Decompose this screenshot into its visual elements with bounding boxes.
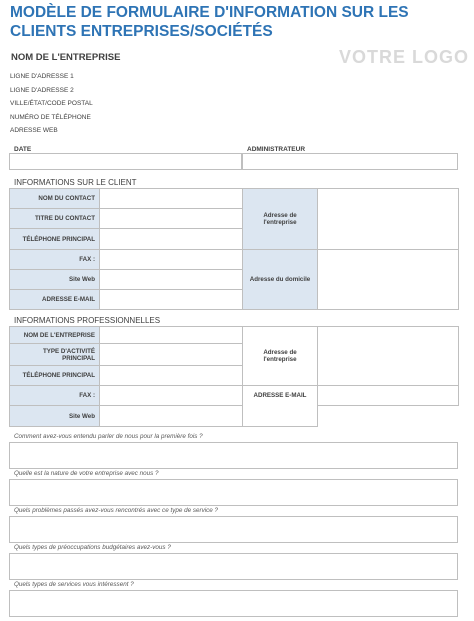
activity-type-label: TYPE D'ACTIVITÉ PRINCIPAL — [10, 344, 100, 366]
pro-main-phone-field[interactable] — [100, 366, 243, 386]
home-address-field[interactable] — [318, 250, 459, 310]
pro-email-field[interactable] — [318, 386, 459, 406]
company-name-label: NOM DE L'ENTREPRISE — [10, 327, 100, 344]
business-address-field[interactable] — [318, 189, 459, 250]
pro-business-address-label: Adresse de l'entreprise — [243, 327, 318, 386]
phone-number: NUMÉRO DE TÉLÉPHONE — [10, 113, 91, 121]
question-business-nature: Quelle est la nature de votre entreprise avec nous ? — [14, 470, 159, 477]
main-phone-label: TÉLÉPHONE PRINCIPAL — [10, 229, 100, 250]
answer-services-interest[interactable] — [9, 590, 458, 617]
pro-main-phone-label: TÉLÉPHONE PRINCIPAL — [10, 366, 100, 386]
address-block — [10, 70, 93, 138]
fax-field[interactable] — [100, 250, 243, 270]
admin-field[interactable] — [242, 153, 458, 170]
pro-fax-label: FAX : — [10, 386, 100, 406]
pro-info-table — [9, 326, 459, 427]
pro-website-field[interactable] — [100, 406, 243, 427]
pro-business-address-field[interactable] — [318, 327, 459, 386]
contact-title-field[interactable] — [100, 209, 243, 229]
empty-cell — [318, 406, 459, 427]
pro-fax-field[interactable] — [100, 386, 243, 406]
contact-name-label: NOM DU CONTACT — [10, 189, 100, 209]
answer-past-problems[interactable] — [9, 516, 458, 543]
client-info-table — [9, 188, 459, 310]
pro-website-label: Site Web — [10, 406, 100, 427]
activity-type-field[interactable] — [100, 344, 243, 366]
question-heard-about-us: Comment avez-vous entendu parler de nous pour la première fois ? — [14, 433, 203, 440]
question-past-problems: Quels problèmes passés avez-vous rencontrés avec ce type de service ? — [14, 507, 219, 514]
company-name-field[interactable] — [100, 327, 243, 344]
address-line-1: LIGNE D'ADRESSE 1 — [10, 73, 74, 80]
contact-name-field[interactable] — [100, 189, 243, 209]
answer-business-nature[interactable] — [9, 479, 458, 506]
pro-info-title: INFORMATIONS PROFESSIONNELLES — [14, 316, 161, 325]
address-line-2: LIGNE D'ADRESSE 2 — [10, 86, 74, 94]
question-services-interest: Quels types de services vous intéressent ? — [14, 581, 134, 588]
date-field[interactable] — [9, 153, 242, 170]
logo-placeholder: VOTRE LOGO — [339, 47, 470, 67]
client-info-title: INFORMATIONS SUR LE CLIENT — [14, 178, 137, 187]
fax-label: FAX : — [10, 250, 100, 270]
admin-label: ADMINISTRATEUR — [247, 146, 306, 153]
website-label: Site Web — [10, 270, 100, 290]
email-field[interactable] — [100, 290, 243, 310]
city-state-zip: VILLE/ÉTAT/CODE POSTAL — [10, 100, 93, 107]
pro-email-label: ADRESSE E-MAIL — [243, 386, 318, 427]
website-field[interactable] — [100, 270, 243, 290]
answer-heard-about-us[interactable] — [9, 442, 458, 469]
form-title: MODÈLE DE FORMULAIRE D'INFORMATION SUR LES CLIENTS ENTREPRISES/SOCIÉTÉS — [10, 4, 409, 40]
business-address-label: Adresse de l'entreprise — [243, 189, 318, 250]
date-label: DATE — [14, 146, 32, 153]
home-address-label: Adresse du domicile — [243, 250, 318, 310]
question-budget-concerns: Quels types de préoccupations budgétaires avez-vous ? — [14, 544, 171, 551]
main-phone-field[interactable] — [100, 229, 243, 250]
email-label: ADRESSE E-MAIL — [10, 290, 100, 310]
company-name: NOM DE L'ENTREPRISE — [11, 52, 121, 63]
web-address: ADRESSE WEB — [10, 127, 58, 134]
contact-title-label: TITRE DU CONTACT — [10, 209, 100, 229]
answer-budget-concerns[interactable] — [9, 553, 458, 580]
